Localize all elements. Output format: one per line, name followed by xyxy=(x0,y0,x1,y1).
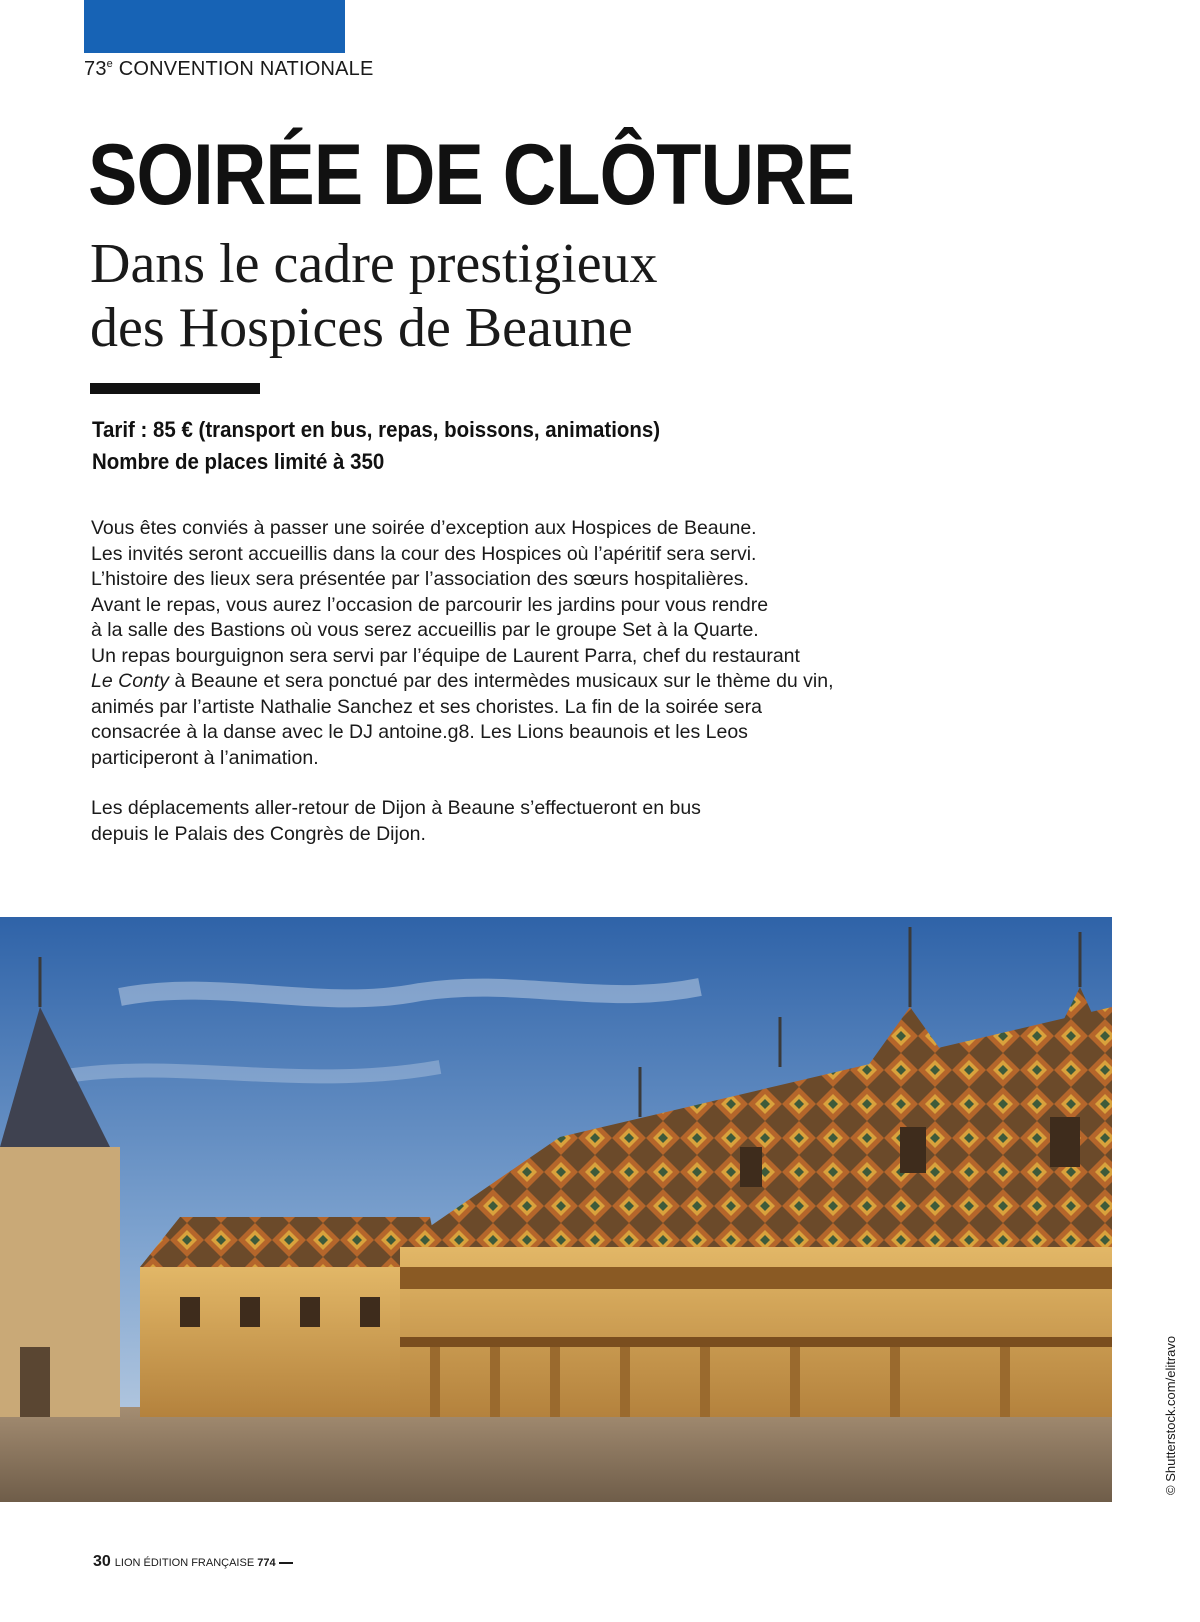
section-label xyxy=(84,58,374,81)
body-line: animés par l’artiste Nathalie Sanchez et ses choristes. La fin de la soirée sera xyxy=(91,695,762,718)
body-paragraph-2 xyxy=(91,796,911,847)
body-paragraph-1 xyxy=(91,516,911,771)
tarif-text: Tarif : 85 € (transport en bus, repas, boissons, animations) xyxy=(92,417,661,442)
section-number: 73 xyxy=(84,58,107,80)
body-line-rest: à Beaune et sera ponctué par des intermèdes musicaux sur le thème du vin, xyxy=(169,670,834,692)
body-line: L’histoire des lieux sera présentée par l’association des sœurs hospitalières. xyxy=(91,568,749,590)
article-body xyxy=(91,516,911,847)
article-subtitle xyxy=(90,232,658,360)
body-line: Un repas bourguignon sera servi par l’équipe de Laurent Parra, chef du restaurant xyxy=(91,644,800,667)
section-text: CONVENTION NATIONALE xyxy=(112,58,374,80)
body-line: Avant le repas, vous aurez l’occasion de parcourir les jardins pour vous rendre xyxy=(91,593,769,616)
body-line xyxy=(91,669,911,695)
hospices-de-beaune-photo xyxy=(0,917,1112,1502)
photo-credit: © Shutterstock.com/elitravo xyxy=(1163,1335,1178,1495)
title-divider xyxy=(90,383,260,394)
subtitle-line-2: des Hospices de Beaune xyxy=(90,297,633,359)
issue-number: 774 xyxy=(257,1557,276,1569)
body-line: depuis le Palais des Congrès de Dijon. xyxy=(91,822,426,845)
page-footer xyxy=(93,1553,293,1571)
body-line: participeront à l’animation. xyxy=(91,746,319,769)
places-text: Nombre de places limité à 350 xyxy=(92,449,385,474)
event-info xyxy=(92,414,703,478)
subtitle-line-1: Dans le cadre prestigieux xyxy=(90,233,658,295)
publication-name: LION ÉDITION FRANÇAISE xyxy=(114,1557,258,1569)
footer-dash xyxy=(279,1562,293,1564)
restaurant-name: Le Conty xyxy=(91,670,170,692)
body-line: Les déplacements aller-retour de Dijon à Beaune s’effectueront en bus xyxy=(91,797,701,819)
page-number: 30 xyxy=(93,1553,111,1570)
body-line: à la salle des Bastions où vous serez accueillis par le groupe Set à la Quarte. xyxy=(91,619,759,641)
body-line: Vous êtes conviés à passer une soirée d’exception aux Hospices de Beaune. xyxy=(91,517,757,539)
article-title: SOIRÉE DE CLÔTURE xyxy=(88,127,855,223)
section-superscript: e xyxy=(106,58,113,70)
section-color-tab xyxy=(84,0,345,53)
body-line: consacrée à la danse avec le DJ antoine.g8. Les Lions beaunois et les Leos xyxy=(91,721,748,743)
body-line: Les invités seront accueillis dans la cour des Hospices où l’apéritif sera servi. xyxy=(91,542,757,565)
